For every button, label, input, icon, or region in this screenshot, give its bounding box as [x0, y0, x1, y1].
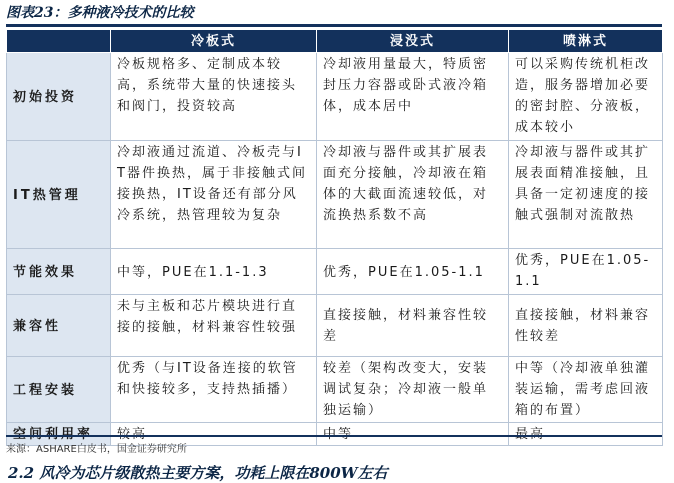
cell-text: 直接接触，材料兼容性较差	[323, 308, 489, 344]
cell-text: 冷却液与器件或其扩展表面精准接触，且具备一定初速度的接触式强制对流散热	[515, 145, 651, 223]
cell-spray	[509, 295, 663, 357]
cell-text: 冷板规格多、定制成本较高，系统带大量的快速接头和阀门，投资较高	[117, 57, 298, 114]
cell-immersion	[317, 357, 509, 423]
header-corner	[7, 30, 111, 53]
header-row	[7, 30, 663, 53]
cell-spray	[509, 357, 663, 423]
cell-spray	[509, 249, 663, 295]
cell-text: 优秀（与IT设备连接的软管和快接较多，支持热插播）	[117, 361, 298, 397]
row-label-energy-saving: 节能效果	[7, 249, 111, 295]
cell-immersion	[317, 53, 509, 141]
table-row	[7, 141, 663, 249]
header-spray: 喷淋式	[509, 30, 663, 53]
cell-cold-plate	[111, 53, 317, 141]
source-note: 来源：ASHARE白皮书，国金证券研究所	[6, 444, 187, 455]
cell-cold-plate	[111, 249, 317, 295]
title-divider	[6, 24, 662, 27]
cell-text: 中等，PUE在1.1-1.3	[117, 264, 269, 280]
cell-spray	[509, 423, 663, 446]
cell-immersion	[317, 423, 509, 446]
row-label-compatibility: 兼容性	[7, 295, 111, 357]
cell-text: 冷却液与器件或其扩展表面充分接触，冷却液在箱体的大截面流速较低，对流换热系数不高	[323, 145, 489, 223]
cell-immersion	[317, 141, 509, 249]
row-label-initial-investment: 初始投资	[7, 53, 111, 141]
cell-immersion	[317, 249, 509, 295]
row-label-installation: 工程安装	[7, 357, 111, 423]
cell-cold-plate	[111, 357, 317, 423]
cell-text: 直接接触，材料兼容性较差	[515, 308, 651, 344]
cell-text: 优秀，PUE在1.05-1.1	[515, 253, 651, 289]
cell-text: 较差（架构改变大，安装调试复杂；冷却液一般单独运输）	[323, 361, 489, 418]
table-row	[7, 357, 663, 423]
table-row	[7, 53, 663, 141]
cell-cold-plate	[111, 141, 317, 249]
figure-title: 图表23：多种液冷技术的比较	[6, 5, 194, 21]
cell-spray	[509, 141, 663, 249]
cell-cold-plate	[111, 295, 317, 357]
cell-text: 未与主板和芯片模块进行直接的接触，材料兼容性较强	[117, 299, 298, 335]
cell-text: 冷却液通过流道、冷板壳与IT器件换热，属于非接触式间接换热，IT设备还有部分风冷系统，热管理较为复杂	[117, 145, 307, 223]
cell-text: 优秀，PUE在1.05-1.1	[323, 264, 485, 280]
row-label-it-thermal: IT热管理	[7, 141, 111, 249]
cell-text: 冷却液用量最大，特质密封压力容器或卧式液冷箱体，成本居中	[323, 57, 489, 114]
table-row	[7, 249, 663, 295]
cell-immersion	[317, 295, 509, 357]
cell-text: 可以采购传统机柜改造，服务器增加必要的密封腔、分液板，成本较小	[515, 57, 651, 135]
next-section-heading: 2.2 风冷为芯片级散热主要方案，功耗上限在800W左右	[8, 464, 388, 482]
header-immersion: 浸没式	[317, 30, 509, 53]
header-cold-plate: 冷板式	[111, 30, 317, 53]
table-row	[7, 295, 663, 357]
source-divider	[6, 435, 662, 437]
cell-spray	[509, 53, 663, 141]
cell-text: 中等（冷却液单独灌装运输，需考虑回液箱的布置）	[515, 361, 651, 418]
comparison-table	[6, 29, 663, 446]
